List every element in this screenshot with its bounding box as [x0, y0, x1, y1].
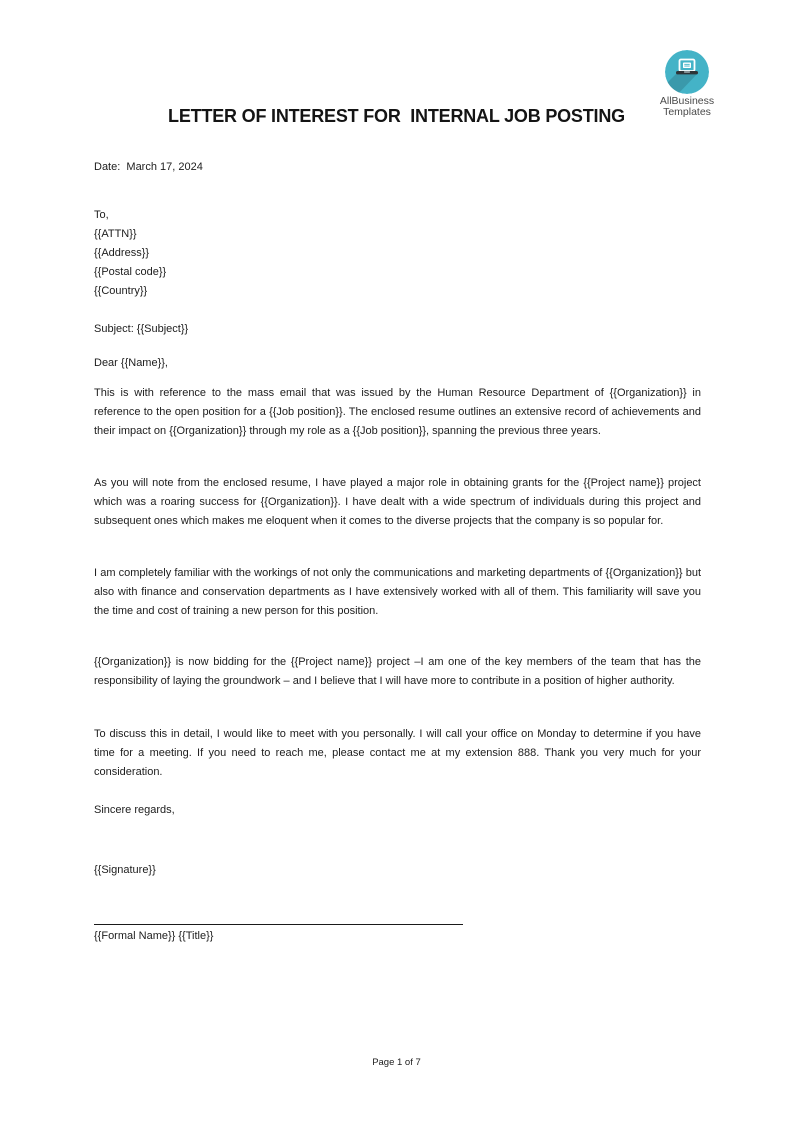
brand-name-line1: AllBusiness	[659, 95, 715, 107]
to-line: To,	[94, 209, 109, 221]
signature-placeholder: {{Signature}}	[94, 864, 156, 876]
subject-line: Subject: {{Subject}}	[94, 323, 189, 335]
page-number: Page 1 of 7	[372, 1057, 421, 1068]
closing-line: Sincere regards,	[94, 804, 175, 816]
brand-name	[652, 96, 722, 118]
letter-title: LETTER OF INTEREST FOR INTERNAL JOB POSTING	[168, 106, 625, 127]
country-placeholder: {{Country}}	[94, 285, 148, 297]
body-paragraph-4: {{Organization}} is now bidding for the {{Project name}} project –I am one of the key members of the team that has the responsibility of laying the groundwork – and I believe that I will have more to contribute in a position of higher authority.	[94, 656, 701, 687]
salutation: Dear {{Name}},	[94, 357, 168, 369]
brand-name-line2: Templates	[663, 106, 711, 118]
brand-logo	[652, 50, 722, 118]
body-paragraph-1: This is with reference to the mass email that was issued by the Human Resource Department of {{Organization}} in reference to the open position for a {{Job position}}. The enclosed resume outlines an extensive record of achievements and their impact on {{Organization}} through my role as a {{Job position}}, spanning the previous three years.	[94, 387, 701, 437]
laptop-icon	[665, 50, 709, 94]
address-placeholder: {{Address}}	[94, 247, 150, 259]
date-line: Date: March 17, 2024	[94, 161, 203, 173]
postal-code-placeholder: {{Postal code}}	[94, 266, 167, 278]
attn-placeholder: {{ATTN}}	[94, 228, 137, 240]
body-paragraph-3: I am completely familiar with the workings of not only the communications and marketing departments of {{Organization}} but also with finance and conservation departments as I have extensively worked with all of them. This familiarity will save you the time and cost of training a new person for this position.	[94, 567, 701, 617]
body-paragraph-5: To discuss this in detail, I would like to meet with you personally. I will call your office on Monday to determine if you have time for a meeting. If you need to reach me, please contact me at my extension 888. Thank you very much for your consideration.	[94, 728, 701, 778]
signatory-line: {{Formal Name}} {{Title}}	[94, 930, 214, 942]
signature-rule	[94, 924, 463, 925]
body-paragraph-2: As you will note from the enclosed resume, I have played a major role in obtaining grants for the {{Project name}} project which was a roaring success for {{Organization}}. I have dealt with a wide spectrum of individuals during this project and subsequent ones which makes me eloquent when it comes to the diverse projects that the company is so popular for.	[94, 477, 701, 527]
recipient-block	[94, 206, 701, 301]
